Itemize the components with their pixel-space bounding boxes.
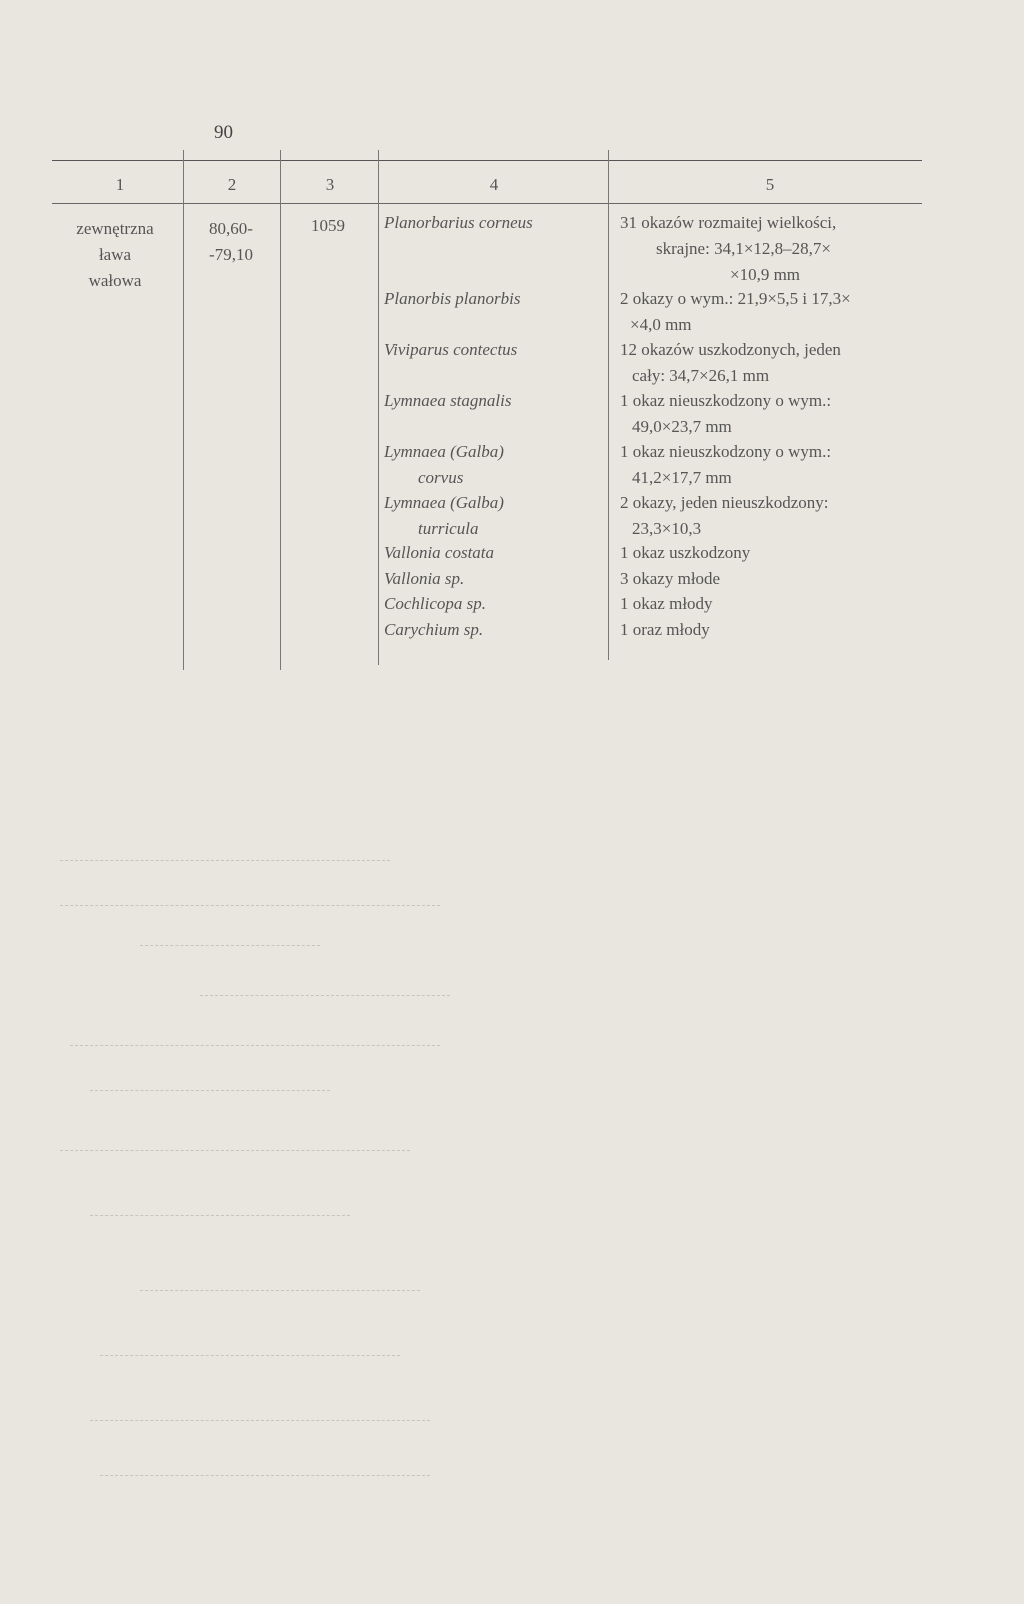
description-line: 1 okaz nieuszkodzony o wym.:: [620, 442, 832, 461]
column-divider: [280, 150, 281, 670]
species-name-line: Vallonia costata: [384, 543, 495, 562]
show-through-mark: [140, 1290, 420, 1291]
species-name-line: Carychium sp.: [384, 620, 484, 639]
location-line: zewnętrzna: [76, 219, 154, 238]
species-name-line: corvus: [418, 468, 464, 487]
description-line: 23,3×10,3: [632, 519, 702, 538]
description-line: 2 okazy, jeden nieuszkodzony:: [620, 493, 829, 512]
description-line: 1 oraz młody: [620, 620, 710, 639]
species-name: [384, 286, 590, 312]
depth-line: -79,10: [209, 245, 253, 264]
description-line: 49,0×23,7 mm: [632, 417, 732, 436]
description: [620, 591, 920, 617]
show-through-mark: [90, 1215, 350, 1216]
show-through-mark: [60, 1150, 410, 1151]
header-col-1: 1: [115, 175, 125, 194]
show-through-mark: [200, 995, 450, 996]
description-line: 2 okazy o wym.: 21,9×5,5 i 17,3×: [620, 289, 851, 308]
species-name-line: Planorbarius corneus: [384, 213, 533, 232]
species-name-line: Lymnaea (Galba): [384, 442, 504, 461]
description-line: 12 okazów uszkodzonych, jeden: [620, 340, 841, 359]
show-through-mark: [60, 860, 390, 861]
description-line: cały: 34,7×26,1 mm: [632, 366, 770, 385]
species-name-line: Vallonia sp.: [384, 569, 465, 588]
description-line: 3 okazy młode: [620, 569, 721, 588]
species-name-line: Lymnaea stagnalis: [384, 391, 512, 410]
species-name-line: Cochlicopa sp.: [384, 594, 486, 613]
show-through-mark: [100, 1475, 430, 1476]
description-line: skrajne: 34,1×12,8–28,7×: [656, 239, 831, 258]
header-col-3: 3: [325, 175, 335, 194]
species-name: [384, 591, 590, 617]
depth-cell: [188, 216, 274, 268]
description-line: 1 okaz nieuszkodzony o wym.:: [620, 391, 832, 410]
show-through-mark: [140, 945, 320, 946]
header-col-2: 2: [227, 175, 237, 194]
header-col-5: 5: [765, 175, 775, 194]
species-name: [384, 540, 590, 566]
description-line: 1 okaz młody: [620, 594, 713, 613]
show-through-mark: [60, 905, 440, 906]
description: [620, 286, 920, 338]
species-name: [384, 566, 590, 592]
column-divider: [378, 150, 379, 665]
description: [620, 490, 920, 542]
species-name-line: Viviparus contectus: [384, 340, 518, 359]
show-through-mark: [90, 1420, 430, 1421]
header-col-4: 4: [489, 175, 499, 194]
description-line: 1 okaz uszkodzony: [620, 543, 751, 562]
description-line: ×4,0 mm: [630, 315, 692, 334]
location-line: wałowa: [88, 271, 142, 290]
species-name-line: Lymnaea (Galba): [384, 493, 504, 512]
species-name: [384, 490, 590, 542]
depth-line: 80,60-: [209, 219, 253, 238]
description: [620, 388, 920, 440]
number-cell: 1059: [311, 216, 345, 235]
description-line: 41,2×17,7 mm: [632, 468, 732, 487]
show-through-mark: [90, 1090, 330, 1091]
species-name: [384, 337, 590, 363]
page-number: 90: [214, 122, 233, 143]
location-cell: [56, 216, 174, 294]
show-through-mark: [100, 1355, 400, 1356]
show-through-mark: [70, 1045, 440, 1046]
description: [620, 617, 920, 643]
species-name: [384, 439, 590, 491]
description-line: ×10,9 mm: [730, 265, 801, 284]
species-name-line: Planorbis planorbis: [384, 289, 521, 308]
species-name: [384, 388, 590, 414]
column-divider: [608, 150, 609, 660]
species-name-line: turricula: [418, 519, 479, 538]
description: [620, 540, 920, 566]
description-line: 31 okazów rozmaitej wielkości,: [620, 213, 837, 232]
description: [620, 210, 920, 288]
description: [620, 566, 920, 592]
location-line: ława: [98, 245, 132, 264]
description: [620, 439, 920, 491]
species-name: [384, 617, 590, 643]
species-name: [384, 210, 590, 236]
description: [620, 337, 920, 389]
column-divider: [183, 150, 184, 670]
